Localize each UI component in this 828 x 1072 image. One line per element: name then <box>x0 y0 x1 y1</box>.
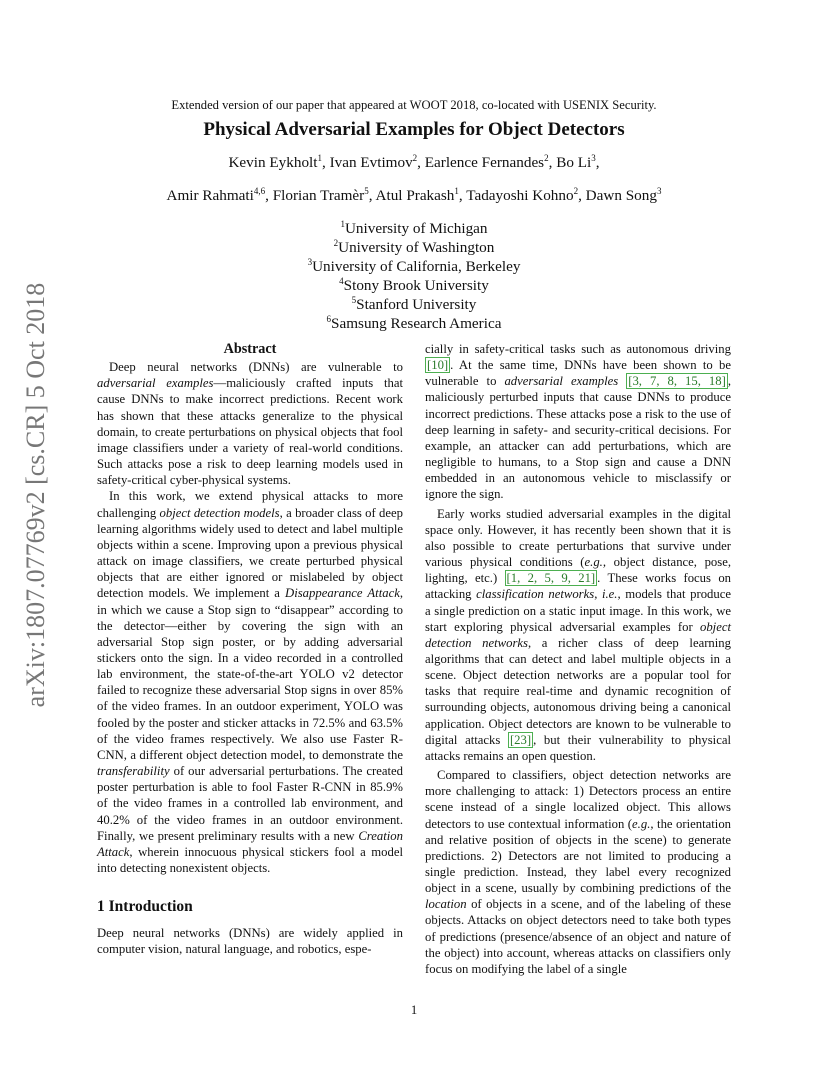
right-paragraph-3: Compared to classifiers, object detection networks are more challenging to attack: 1) Detectors process an entire scene instead of a single localized object. This allows detectors to use contextual information (e.g., the orientation and relative position of objects in the scene) to generate predictions. 2) Detectors are not limited to producing a single prediction. Instead, they label every recognized object in a scene, usually by combining predictions of the location of objects in a scene, and of the labeling of these objects. Attacks on object detectors need to take both types of predictions (presence/absence of an object and nature of the object) into account, whereas attacks on classifiers only focus on modifying the label of a single <box>425 768 732 976</box>
author-name: Atul Prakash <box>375 187 455 204</box>
author-affiliation-mark: 2 <box>412 153 418 163</box>
affiliation-name: Stanford University <box>356 296 477 313</box>
affiliation-line <box>0 315 828 334</box>
left-column <box>97 341 403 958</box>
abstract-paragraph-2: In this work, we extend physical attacks to more challenging object detection models, a broader class of deep learning algorithms widely used to detect and label multiple objects within a scene. Improving upon a previous physical attack on image classifiers, we create perturbed physical objects that are either ignored or mislabeled by object detection models. We implement a Disappearance Attack, in which we cause a Stop sign to “disappear” according to the detector—either by covering the sign with an adversarial Stop sign poster, or by adding adversarial stickers onto the sign. In a video recorded in a controlled lab environment, the state-of-the-art YOLO v2 detector failed to recognize these adversarial Stop signs in over 85% of the video frames. In an outdoor experiment, YOLO was fooled by the poster and sticker attacks in 72.5% and 63.5% of the video frames respectively. We also use Faster R-CNN, a different object detection model, to demonstrate the transferability of our adversarial perturbations. The created poster perturbation is able to fool Faster R-CNN in 85.9% of the video frames in a controlled lab environment, and 40.2% of the video frames in an outdoor environment. Finally, we present preliminary results with a new Creation Attack, wherein innocuous physical stickers fool a model into detecting nonexistent objects. <box>97 489 404 875</box>
author-name: Kevin Eykholt <box>228 154 318 171</box>
affiliation-name: University of Washington <box>338 239 495 256</box>
authors-line-1: Kevin Eykholt$^1$, Ivan Evtimov$^2$, Earlence Fernandes$^2$, Bo Li$^3$, <box>228 153 600 171</box>
author-name: Bo Li <box>556 154 592 171</box>
author-affiliation-mark: 2 <box>573 186 579 196</box>
author-name: Earlence Fernandes <box>424 154 545 171</box>
right-column <box>425 341 731 977</box>
right-paragraph-2: Early works studied adversarial examples in the digital space only. However, it has recently been shown that it is also possible to create perturbations that survive under various physical conditions (e.g., object distance, pose, lighting, etc.) [1, 2, 5, 9, 21] . These works focus on attacking classification networks, i.e., models that produce a single prediction on a static input image. In this work, we start exploring physical adversarial examples for object detection networks, a richer class of deep learning algorithms that can detect and label multiple objects in a scene. Object detection networks are a popular tool for tasks that require real-time and dynamic recognition of surrounding objects, autonomous driving being a canonical application. Object detectors are known to be vulnerable to digital attacks [23] , but their vulnerability to physical attacks remains an open question. <box>425 506 732 763</box>
affiliation-mark: 5 <box>351 295 357 305</box>
author-affiliation-mark: 1 <box>454 186 459 196</box>
intro-paragraph-1: Deep neural networks (DNNs) are widely applied in computer vision, natural language, and robotics, espe- <box>97 926 403 957</box>
abstract-heading: Abstract <box>223 341 277 357</box>
affiliations <box>0 220 828 334</box>
affiliation-line <box>0 277 828 296</box>
affiliation-name: University of California, Berkeley <box>312 258 521 275</box>
abstract-paragraph-1: Deep neural networks (DNNs) are vulnerable to adversarial examples—maliciously crafted inputs that cause DNNs to make incorrect predictions. Recent work has shown that these attacks generalize to the physical domain, to create perturbations on physical objects that fool image classifiers under a variety of real-world conditions. Such attacks pose a risk to deep learning models used in safety-critical cyber-physical systems. <box>97 360 403 488</box>
section-heading-introduction: 1 Introduction <box>97 898 193 916</box>
author-name: Dawn Song <box>585 187 657 204</box>
affiliation-mark: 2 <box>333 238 339 248</box>
author-affiliation-mark: 3 <box>656 186 662 196</box>
affiliation-mark: 4 <box>339 276 344 286</box>
affiliation-name: Samsung Research America <box>331 315 502 332</box>
author-name: Ivan Evtimov <box>329 154 413 171</box>
affiliation-line <box>0 220 828 239</box>
author-affiliation-mark: 2 <box>544 153 549 163</box>
affiliation-name: Stony Brook University <box>343 277 489 294</box>
paper-title: Physical Adversarial Examples for Object Detectors <box>203 119 625 140</box>
affiliation-mark: 6 <box>326 314 332 324</box>
author-name: Florian Tramèr <box>272 187 365 204</box>
author-affiliation-mark: 4,6 <box>253 186 266 196</box>
author-name: Amir Rahmati <box>166 187 254 204</box>
right-paragraph-1: cially in safety-critical tasks such as autonomous driving [10] . At the same time, DNNs have been shown to be vulnerable to adversarial examples [3, 7, 8, 15, 18] , maliciously perturbed inputs that cause DNNs to produce incorrect predictions. These attacks pose a risk to the use of deep learning in safety- and security-critical decisions. For example, an attacker can add perturbations, which are negligible to humans, to a Stop sign and cause a DNN embedded in an autonomous vehicle to misclassify or ignore the sign. <box>425 342 732 502</box>
header-note: Extended version of our paper that appeared at WOOT 2018, co-located with USENIX Security. <box>171 98 657 112</box>
affiliation-line <box>0 258 828 277</box>
arxiv-stamp: arXiv:1807.07769v2 [cs.CR] 5 Oct 2018 <box>21 282 50 708</box>
author-affiliation-mark: 5 <box>364 186 369 196</box>
affiliation-mark: 3 <box>307 257 313 267</box>
author-affiliation-mark: 1 <box>317 153 322 163</box>
page-number: 1 <box>410 1003 418 1017</box>
affiliation-line <box>0 296 828 315</box>
author-name: Tadayoshi Kohno <box>466 187 574 204</box>
authors-line-2: Amir Rahmati$^{4,6}$, Florian Tramèr$^5$, Atul Prakash$^1$, Tadayoshi Kohno$^2$, Dawn Song$^3$ <box>166 186 662 204</box>
affiliation-mark: 1 <box>340 219 345 229</box>
author-affiliation-mark: 3 <box>591 153 596 163</box>
affiliation-line <box>0 239 828 258</box>
affiliation-name: University of Michigan <box>344 220 488 237</box>
